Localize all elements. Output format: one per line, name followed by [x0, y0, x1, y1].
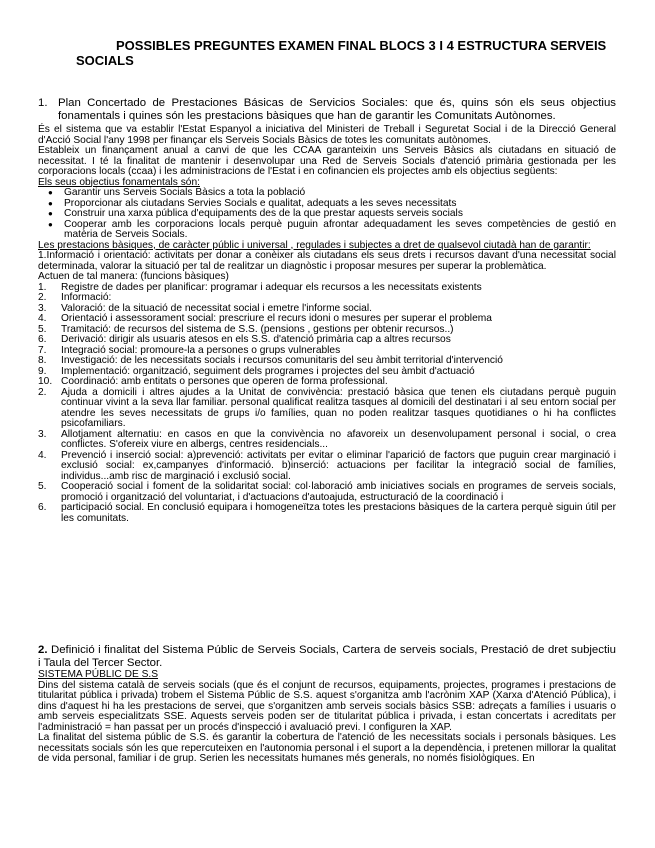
list-item: 6. Derivació: dirigir als usuaris atesos en els S.S. d'atenció primària cap a altres recursos: [38, 334, 451, 345]
paragraph: Actuen de tal manera: (funcions bàsiques): [38, 271, 229, 282]
objectives-list: [38, 188, 616, 241]
list-item: 2. Ajuda a domicili i altres ajudes a la Unitat de convivència: prestació bàsica que tenen els ciutadans perquè puguin continuar vivint a la seva llar familiar. personal qualificat realitza tasques al domicili del destinatari i al seu entorn social per atendre les seves necessitats de grups i/o famílies, quan no poden realitzar tasques quotidianes o hi ha conflictes psicofamiliars.: [38, 386, 616, 429]
section-subtitle: SISTEMA PÚBLIC DE S.S: [38, 669, 159, 680]
paragraph: És el sistema que va establir l'Estat Espanyol a iniciativa del Ministeri de Treball i Seguretat Social i de la Direcció General d'Acció Social l'any 1998 per finançar els Serveis Socials Bàsics de totes les comunitats autònomes.: [38, 124, 616, 146]
question-2-body: [38, 670, 616, 765]
list-item: 5. Tramitació: de recursos del sistema de S.S. (pensions , gestions per obtenir recursos..): [38, 323, 454, 335]
paragraph: Dins del sistema català de serveis socials (que és el conjunt de recursos, equipaments, projectes, programes i prestacions de titularitat pública i privada) trobem el Sistema Públic de S.S. aquest s'organitza amb l'acrònim XAP (Xarxa d'Atenció Pública), i dins d'aquest hi ha les prestacions de servei, que s'organitzen amb serveis socials bàsics SSB: adreçats a famílies i usuaris o amb serveis especialitzats SSE. Aquests serveis poden ser de titularitat pública i privada, i estan concertats i acreditats per l'administració = han passat per un procés d'inspecció i avaluació previ. I configuren la XAP.: [38, 679, 616, 733]
list-item: 9. Implementació: organització, seguiment dels programes i projectes del seu àmbit d'actuació: [38, 365, 475, 377]
question-2-heading: [38, 644, 616, 669]
question-1-body: [38, 125, 616, 524]
prestacions-title: Les prestacions bàsiques, de caràcter públic i universal , regulades i subjectes a dret de qualsevol ciutadà han de garantir:: [38, 239, 591, 251]
objectives-title: Els seus objectius fonamentals són:: [38, 176, 200, 188]
question-1-text: Plan Concertado de Prestaciones Básicas de Servicios Sociales: que és, quins són els seus objectius fonamentals i quines són les prestacions bàsiques que han de garantir les Comunitats Autònomes.: [58, 97, 616, 122]
list-item: 2. Informació:: [38, 292, 112, 303]
functions-list: [38, 283, 616, 525]
list-item: 10. Coordinació: amb entitats o persones que operen de forma professional.: [38, 376, 388, 387]
list-item: 4. Prevenció i inserció social: a)prevenció: activitats per evitar o eliminar l'aparició de factors que puguin crear marginació i exclusió social: ex,campanyes d'informació. b)inserció: actuacions per facilitar la integració social de famílies, individus...amb risc de marginació i exclusió social.: [38, 449, 616, 482]
list-item: 6. participació social. En conclusió equipara i homogeneïtza totes les prestacions bàsiques de la cartera perquè siguin útil per les comunitats.: [38, 502, 616, 524]
question-2-text: Definició i finalitat del Sistema Públic de Serveis Socials, Cartera de serveis socials, Prestació de dret subjectiu i Taula del Tercer Sector.: [38, 644, 616, 669]
list-item: 3. Allotjament alternatiu: en casos en que la convivència no afavoreix un desenvolupament personal i social, o crea conflictes. S'ofereix viure en albergs, centres residencials...: [38, 428, 616, 450]
question-1-heading: [38, 97, 616, 122]
list-item: ● Construir una xarxa pública d'equipaments des de la que prestar aquests serveis socials: [38, 209, 616, 220]
list-item: 3. Valoració: de la situació de necessitat social i emetre l'informe social.: [38, 302, 372, 314]
paragraph: Estableix un finançament anual a canvi de que les CCAA garanteixin uns Serveis Bàsics als ciutadans en situació de necessitat. I té la finalitat de mantenir i desenvolupar una Red de Serveis Socials d'atenció primària gestionada per les corporacions locals (ccaa) i les administracions de l'Estat i en cofinancien els projectes amb els objectius següents:: [38, 145, 616, 177]
list-item: 1. Registre de dades per planificar: programar i adequar els recursos a les necessitats existents: [38, 281, 482, 293]
list-item: ● Proporcionar als ciutadans Servies Socials e qualitat, adequats a les seves necessitats: [38, 199, 616, 210]
paragraph: La finalitat del sistema públic de S.S. és garantir la cobertura de l'atenció de les necessitats socials i personals bàsiques. Les necessitats socials són les que repercuteixen en l'autonomia personal i el suport a la dependència, i pretenen millorar la qualitat de vida personal, familiar i de grup. Serien les necessitats humanes més generals, no només fisiològiques. En: [38, 732, 616, 764]
list-item: 5. Cooperació social i foment de la solidaritat social: col·laboració amb iniciatives socials en programes de serveis socials, promoció i organització del voluntariat, i d'actuacions d'autoajuda, estructuració de la coordinació i: [38, 481, 616, 503]
list-item: ● Garantir uns Serveis Socials Bàsics a tota la població: [38, 188, 616, 199]
list-item: 7. Integració social: promoure-la a persones o grups vulnerables: [38, 344, 341, 356]
list-item: 4. Orientació i assessorament social: prescriure el recurs idoni o mesures per superar el problema: [38, 313, 492, 324]
question-1-number: 1.: [38, 97, 48, 109]
document-title: POSSIBLES PREGUNTES EXAMEN FINAL BLOCS 3 I 4 ESTRUCTURA SERVEIS SOCIALS: [76, 38, 607, 68]
list-item: 8. Investigació: de les necessitats socials i recursos comunitaris del seu àmbit territorial d'intervenció: [38, 355, 503, 366]
paragraph: 1.Informació i orientació: activitats per donar a conèixer als ciutadans els seus drets i recursos davant d'una necessitat social determinada, valorar la situació per tal de realitzar un diagnòstic i proposar mesures per superar la problemàtica.: [38, 250, 616, 272]
question-2-number: 2.: [38, 644, 48, 656]
list-item: ● Cooperar amb les corporacions locals perquè puguin afrontar adequadament les seves competències de gestió en matèria de Serveis Socials.: [38, 220, 616, 241]
